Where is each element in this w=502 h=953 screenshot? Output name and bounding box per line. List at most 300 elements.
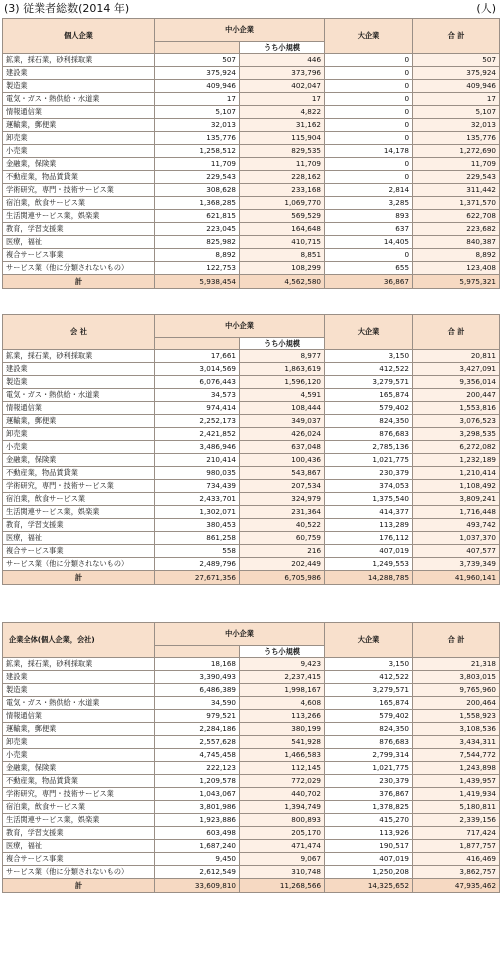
total-cell: 14,325,652 — [325, 879, 413, 893]
industry-label: 不動産業，物品賃貸業 — [3, 171, 155, 184]
table-row — [3, 519, 500, 532]
table-cell: 734,439 — [155, 480, 240, 493]
table-cell: 311,442 — [413, 184, 500, 197]
table-cell: 4,822 — [240, 106, 325, 119]
table-cell: 1,439,957 — [413, 775, 500, 788]
table-row — [3, 158, 500, 171]
industry-label: 学術研究，専門・技術サービス業 — [3, 788, 155, 801]
table-cell: 412,522 — [325, 671, 413, 684]
table-cell: 824,350 — [325, 723, 413, 736]
small-business-header: うち小規模 — [240, 338, 325, 350]
table-cell: 1,378,825 — [325, 801, 413, 814]
industry-label: 情報通信業 — [3, 402, 155, 415]
table-cell: 637 — [325, 223, 413, 236]
table-cell: 893 — [325, 210, 413, 223]
table-cell: 1,877,757 — [413, 840, 500, 853]
table-cell: 4,745,458 — [155, 749, 240, 762]
table-cell: 233,168 — [240, 184, 325, 197]
table-row — [3, 236, 500, 249]
industry-label: 金融業，保険業 — [3, 158, 155, 171]
table-cell: 200,464 — [413, 697, 500, 710]
industry-label: 情報通信業 — [3, 106, 155, 119]
table-cell: 31,162 — [240, 119, 325, 132]
industry-label: 医療，福祉 — [3, 840, 155, 853]
table-cell: 207,534 — [240, 480, 325, 493]
table-row — [3, 684, 500, 697]
industry-label: 小売業 — [3, 441, 155, 454]
table-row — [3, 67, 500, 80]
table-cell: 1,249,553 — [325, 558, 413, 571]
table-cell: 3,279,571 — [325, 684, 413, 697]
industry-label: 鉱業，採石業，砂利採取業 — [3, 350, 155, 363]
sme-header: 中小企業 — [155, 315, 325, 338]
industry-label: 教育，学習支援業 — [3, 223, 155, 236]
industry-label: 生活関連サービス業，娯楽業 — [3, 506, 155, 519]
category-header: 個人企業 — [3, 19, 155, 54]
table-cell: 1,998,167 — [240, 684, 325, 697]
industry-label: 医療，福祉 — [3, 236, 155, 249]
industry-label: 運輸業，郵便業 — [3, 415, 155, 428]
table-cell: 979,521 — [155, 710, 240, 723]
table-cell: 123,408 — [413, 262, 500, 275]
table-row — [3, 210, 500, 223]
table-row — [3, 376, 500, 389]
table-cell: 2,557,628 — [155, 736, 240, 749]
table-cell: 32,013 — [155, 119, 240, 132]
table-cell: 1,716,448 — [413, 506, 500, 519]
table-cell: 5,107 — [413, 106, 500, 119]
table-cell: 113,266 — [240, 710, 325, 723]
table-cell: 165,874 — [325, 389, 413, 402]
total-label: 計 — [3, 571, 155, 585]
table-cell: 3,809,241 — [413, 493, 500, 506]
table-cell: 2,237,415 — [240, 671, 325, 684]
total-cell: 27,671,356 — [155, 571, 240, 585]
table-cell: 1,863,619 — [240, 363, 325, 376]
table-cell: 3,390,493 — [155, 671, 240, 684]
table-cell: 380,199 — [240, 723, 325, 736]
table-row — [3, 558, 500, 571]
table-cell: 2,799,314 — [325, 749, 413, 762]
table-cell: 122,753 — [155, 262, 240, 275]
total-row — [3, 879, 500, 893]
table-cell: 6,272,082 — [413, 441, 500, 454]
industry-label: 建設業 — [3, 671, 155, 684]
table-cell: 1,021,775 — [325, 762, 413, 775]
table-cell: 8,851 — [240, 249, 325, 262]
table-cell: 228,162 — [240, 171, 325, 184]
table-row — [3, 119, 500, 132]
table-cell: 112,145 — [240, 762, 325, 775]
table-cell: 414,377 — [325, 506, 413, 519]
table-cell: 380,453 — [155, 519, 240, 532]
table-cell: 0 — [325, 67, 413, 80]
table-cell: 541,928 — [240, 736, 325, 749]
table-cell: 17,661 — [155, 350, 240, 363]
table-cell: 1,558,923 — [413, 710, 500, 723]
table-cell: 825,982 — [155, 236, 240, 249]
industry-label: 教育，学習支援業 — [3, 827, 155, 840]
table-row — [3, 132, 500, 145]
table-row — [3, 223, 500, 236]
industry-label: 不動産業，物品賃貸業 — [3, 775, 155, 788]
table-row — [3, 262, 500, 275]
industry-label: 金融業，保険業 — [3, 762, 155, 775]
table-cell: 493,742 — [413, 519, 500, 532]
table-cell: 3,434,311 — [413, 736, 500, 749]
table-cell: 416,469 — [413, 853, 500, 866]
table-cell: 2,433,701 — [155, 493, 240, 506]
industry-label: 生活関連サービス業，娯楽業 — [3, 814, 155, 827]
table-cell: 115,904 — [240, 132, 325, 145]
table-cell: 9,423 — [240, 658, 325, 671]
table-cell: 3,739,349 — [413, 558, 500, 571]
table-cell: 113,289 — [325, 519, 413, 532]
table-cell: 349,037 — [240, 415, 325, 428]
table-cell: 0 — [325, 158, 413, 171]
industry-label: 宿泊業，飲食サービス業 — [3, 801, 155, 814]
table-cell: 230,379 — [325, 467, 413, 480]
table-cell: 412,522 — [325, 363, 413, 376]
table-cell: 32,013 — [413, 119, 500, 132]
total-row — [3, 275, 500, 289]
table-cell: 579,402 — [325, 402, 413, 415]
table-cell: 3,862,757 — [413, 866, 500, 879]
table-cell: 1,466,583 — [240, 749, 325, 762]
industry-label: 教育，学習支援業 — [3, 519, 155, 532]
table-cell: 3,279,571 — [325, 376, 413, 389]
table-cell: 308,628 — [155, 184, 240, 197]
total-cell: 6,705,986 — [240, 571, 325, 585]
table-cell: 407,577 — [413, 545, 500, 558]
table-cell: 20,811 — [413, 350, 500, 363]
total-cell: 36,867 — [325, 275, 413, 289]
table-cell: 407,019 — [325, 545, 413, 558]
table-cell: 2,612,549 — [155, 866, 240, 879]
table-cell: 824,350 — [325, 415, 413, 428]
category-header: 会 社 — [3, 315, 155, 350]
table-cell: 222,123 — [155, 762, 240, 775]
table-cell: 11,709 — [155, 158, 240, 171]
table-cell: 223,682 — [413, 223, 500, 236]
table-cell: 1,272,690 — [413, 145, 500, 158]
table-cell: 7,544,772 — [413, 749, 500, 762]
table-cell: 1,553,816 — [413, 402, 500, 415]
table-row — [3, 428, 500, 441]
table-cell: 34,590 — [155, 697, 240, 710]
table-cell: 876,683 — [325, 428, 413, 441]
industry-label: 学術研究，専門・技術サービス業 — [3, 480, 155, 493]
table-row — [3, 389, 500, 402]
table-cell: 310,748 — [240, 866, 325, 879]
table-cell: 1,243,898 — [413, 762, 500, 775]
industry-label: 宿泊業，飲食サービス業 — [3, 493, 155, 506]
table-row — [3, 402, 500, 415]
table-cell: 579,402 — [325, 710, 413, 723]
table-cell: 1,419,934 — [413, 788, 500, 801]
table-cell: 1,043,067 — [155, 788, 240, 801]
table-cell: 3,014,569 — [155, 363, 240, 376]
table-cell: 507 — [155, 54, 240, 67]
table-cell: 1,250,208 — [325, 866, 413, 879]
table-cell: 1,021,775 — [325, 454, 413, 467]
table-cell: 4,608 — [240, 697, 325, 710]
industry-label: 医療，福祉 — [3, 532, 155, 545]
table-cell: 440,702 — [240, 788, 325, 801]
table-cell: 3,486,946 — [155, 441, 240, 454]
table-cell: 223,045 — [155, 223, 240, 236]
table-cell: 829,535 — [240, 145, 325, 158]
small-business-header: うち小規模 — [240, 42, 325, 54]
total-cell: 14,288,785 — [325, 571, 413, 585]
table-cell: 426,024 — [240, 428, 325, 441]
industry-label: 卸売業 — [3, 736, 155, 749]
industry-label: 製造業 — [3, 684, 155, 697]
industry-label: 卸売業 — [3, 428, 155, 441]
small-business-header: うち小規模 — [240, 646, 325, 658]
data-table-2 — [2, 622, 500, 893]
unit-label: (人) — [476, 2, 496, 15]
table-cell: 558 — [155, 545, 240, 558]
table-cell: 800,893 — [240, 814, 325, 827]
table-cell: 1,209,578 — [155, 775, 240, 788]
table-cell: 205,170 — [240, 827, 325, 840]
table-cell: 409,946 — [155, 80, 240, 93]
table-cell: 4,591 — [240, 389, 325, 402]
table-row — [3, 853, 500, 866]
table-cell: 375,924 — [155, 67, 240, 80]
table-row — [3, 480, 500, 493]
table-cell: 1,037,370 — [413, 532, 500, 545]
table-cell: 2,252,173 — [155, 415, 240, 428]
table-cell: 3,285 — [325, 197, 413, 210]
total-cell: 33,609,810 — [155, 879, 240, 893]
table-cell: 6,486,389 — [155, 684, 240, 697]
industry-label: 運輸業，郵便業 — [3, 723, 155, 736]
table-row — [3, 762, 500, 775]
table-cell: 0 — [325, 80, 413, 93]
table-cell: 1,371,570 — [413, 197, 500, 210]
table-row — [3, 506, 500, 519]
table-cell: 409,946 — [413, 80, 500, 93]
table-cell: 840,387 — [413, 236, 500, 249]
table-cell: 18,168 — [155, 658, 240, 671]
table-cell: 980,035 — [155, 467, 240, 480]
table-cell: 543,867 — [240, 467, 325, 480]
data-table-0 — [2, 18, 500, 289]
industry-label: 製造業 — [3, 376, 155, 389]
table-row — [3, 840, 500, 853]
industry-label: 金融業，保険業 — [3, 454, 155, 467]
industry-label: 宿泊業，飲食サービス業 — [3, 197, 155, 210]
industry-label: 電気・ガス・熱供給・水道業 — [3, 389, 155, 402]
table-cell: 637,048 — [240, 441, 325, 454]
table-cell: 2,489,796 — [155, 558, 240, 571]
table-cell: 1,108,492 — [413, 480, 500, 493]
table-row — [3, 545, 500, 558]
table-row — [3, 54, 500, 67]
table-cell: 1,069,770 — [240, 197, 325, 210]
table-cell: 8,892 — [413, 249, 500, 262]
table-cell: 402,047 — [240, 80, 325, 93]
table-cell: 190,517 — [325, 840, 413, 853]
table-row — [3, 493, 500, 506]
sme-header: 中小企業 — [155, 19, 325, 42]
total-header: 合 計 — [413, 19, 500, 54]
page-header — [0, 0, 502, 18]
table-cell: 407,019 — [325, 853, 413, 866]
total-label: 計 — [3, 275, 155, 289]
table-row — [3, 184, 500, 197]
category-header: 企業全体(個人企業，会社) — [3, 623, 155, 658]
table-cell: 1,368,285 — [155, 197, 240, 210]
table-cell: 0 — [325, 132, 413, 145]
table-cell: 373,796 — [240, 67, 325, 80]
table-cell: 717,424 — [413, 827, 500, 840]
table-cell: 216 — [240, 545, 325, 558]
table-row — [3, 775, 500, 788]
table-row — [3, 671, 500, 684]
table-cell: 569,529 — [240, 210, 325, 223]
industry-label: 建設業 — [3, 363, 155, 376]
table-cell: 17 — [240, 93, 325, 106]
table-row — [3, 350, 500, 363]
table-cell: 200,447 — [413, 389, 500, 402]
table-row — [3, 145, 500, 158]
table-cell: 507 — [413, 54, 500, 67]
table-cell: 655 — [325, 262, 413, 275]
table-cell: 1,596,120 — [240, 376, 325, 389]
table-row — [3, 415, 500, 428]
table-cell: 0 — [325, 106, 413, 119]
table-row — [3, 723, 500, 736]
large-enterprise-header: 大企業 — [325, 19, 413, 54]
table-cell: 17 — [155, 93, 240, 106]
table-row — [3, 80, 500, 93]
table-cell: 34,573 — [155, 389, 240, 402]
table-cell: 14,178 — [325, 145, 413, 158]
table-cell: 210,414 — [155, 454, 240, 467]
data-table-1 — [2, 314, 500, 585]
table-cell: 471,474 — [240, 840, 325, 853]
table-cell: 861,258 — [155, 532, 240, 545]
table-row — [3, 197, 500, 210]
table-cell: 2,421,852 — [155, 428, 240, 441]
table-cell: 3,803,015 — [413, 671, 500, 684]
table-row — [3, 814, 500, 827]
sme-header: 中小企業 — [155, 623, 325, 646]
table-cell: 876,683 — [325, 736, 413, 749]
table-row — [3, 249, 500, 262]
table-cell: 11,709 — [413, 158, 500, 171]
table-cell: 2,785,136 — [325, 441, 413, 454]
table-cell: 3,427,091 — [413, 363, 500, 376]
industry-label: サービス業（他に分類されないもの） — [3, 866, 155, 879]
table-cell: 2,284,186 — [155, 723, 240, 736]
industry-label: サービス業（他に分類されないもの） — [3, 558, 155, 571]
industry-label: 運輸業，郵便業 — [3, 119, 155, 132]
table-row — [3, 749, 500, 762]
industry-label: 複合サービス事業 — [3, 545, 155, 558]
table-cell: 135,776 — [413, 132, 500, 145]
table-cell: 446 — [240, 54, 325, 67]
total-header: 合 計 — [413, 623, 500, 658]
table-cell: 230,379 — [325, 775, 413, 788]
industry-label: 建設業 — [3, 67, 155, 80]
table-row — [3, 736, 500, 749]
table-cell: 202,449 — [240, 558, 325, 571]
table-cell: 9,450 — [155, 853, 240, 866]
table-cell: 14,405 — [325, 236, 413, 249]
table-cell: 621,815 — [155, 210, 240, 223]
industry-label: 学術研究，専門・技術サービス業 — [3, 184, 155, 197]
industry-label: 製造業 — [3, 80, 155, 93]
table-cell: 100,436 — [240, 454, 325, 467]
table-cell: 11,709 — [240, 158, 325, 171]
table-cell: 1,210,414 — [413, 467, 500, 480]
industry-label: 鉱業，採石業，砂利採取業 — [3, 54, 155, 67]
table-cell: 0 — [325, 54, 413, 67]
table-cell: 974,414 — [155, 402, 240, 415]
table-cell: 9,765,960 — [413, 684, 500, 697]
table-cell: 17 — [413, 93, 500, 106]
table-cell: 9,356,014 — [413, 376, 500, 389]
table-cell: 1,232,189 — [413, 454, 500, 467]
table-cell: 5,107 — [155, 106, 240, 119]
table-cell: 21,318 — [413, 658, 500, 671]
table-cell: 2,339,156 — [413, 814, 500, 827]
table-row — [3, 441, 500, 454]
table-cell: 772,029 — [240, 775, 325, 788]
table-cell: 376,867 — [325, 788, 413, 801]
table-cell: 8,977 — [240, 350, 325, 363]
table-cell: 60,759 — [240, 532, 325, 545]
industry-label: 電気・ガス・熱供給・水道業 — [3, 697, 155, 710]
table-cell: 3,801,986 — [155, 801, 240, 814]
table-cell: 9,067 — [240, 853, 325, 866]
table-cell: 374,053 — [325, 480, 413, 493]
table-cell: 415,270 — [325, 814, 413, 827]
table-cell: 164,648 — [240, 223, 325, 236]
large-enterprise-header: 大企業 — [325, 623, 413, 658]
table-cell: 229,543 — [413, 171, 500, 184]
table-cell: 3,150 — [325, 658, 413, 671]
table-cell: 410,715 — [240, 236, 325, 249]
table-cell: 375,924 — [413, 67, 500, 80]
table-cell: 108,444 — [240, 402, 325, 415]
table-row — [3, 827, 500, 840]
table-row — [3, 454, 500, 467]
table-row — [3, 171, 500, 184]
industry-label: 生活関連サービス業，娯楽業 — [3, 210, 155, 223]
table-cell: 1,394,749 — [240, 801, 325, 814]
table-cell: 40,522 — [240, 519, 325, 532]
table-cell: 622,708 — [413, 210, 500, 223]
table-cell: 1,258,512 — [155, 145, 240, 158]
total-cell: 4,562,580 — [240, 275, 325, 289]
table-row — [3, 710, 500, 723]
table-row — [3, 788, 500, 801]
industry-label: 電気・ガス・熱供給・水道業 — [3, 93, 155, 106]
page-title: (3) 従業者総数(2014 年) — [4, 2, 130, 15]
table-cell: 603,498 — [155, 827, 240, 840]
table-row — [3, 363, 500, 376]
total-cell: 41,960,141 — [413, 571, 500, 585]
table-cell: 1,302,071 — [155, 506, 240, 519]
table-cell: 0 — [325, 171, 413, 184]
industry-label: 小売業 — [3, 749, 155, 762]
table-row — [3, 532, 500, 545]
